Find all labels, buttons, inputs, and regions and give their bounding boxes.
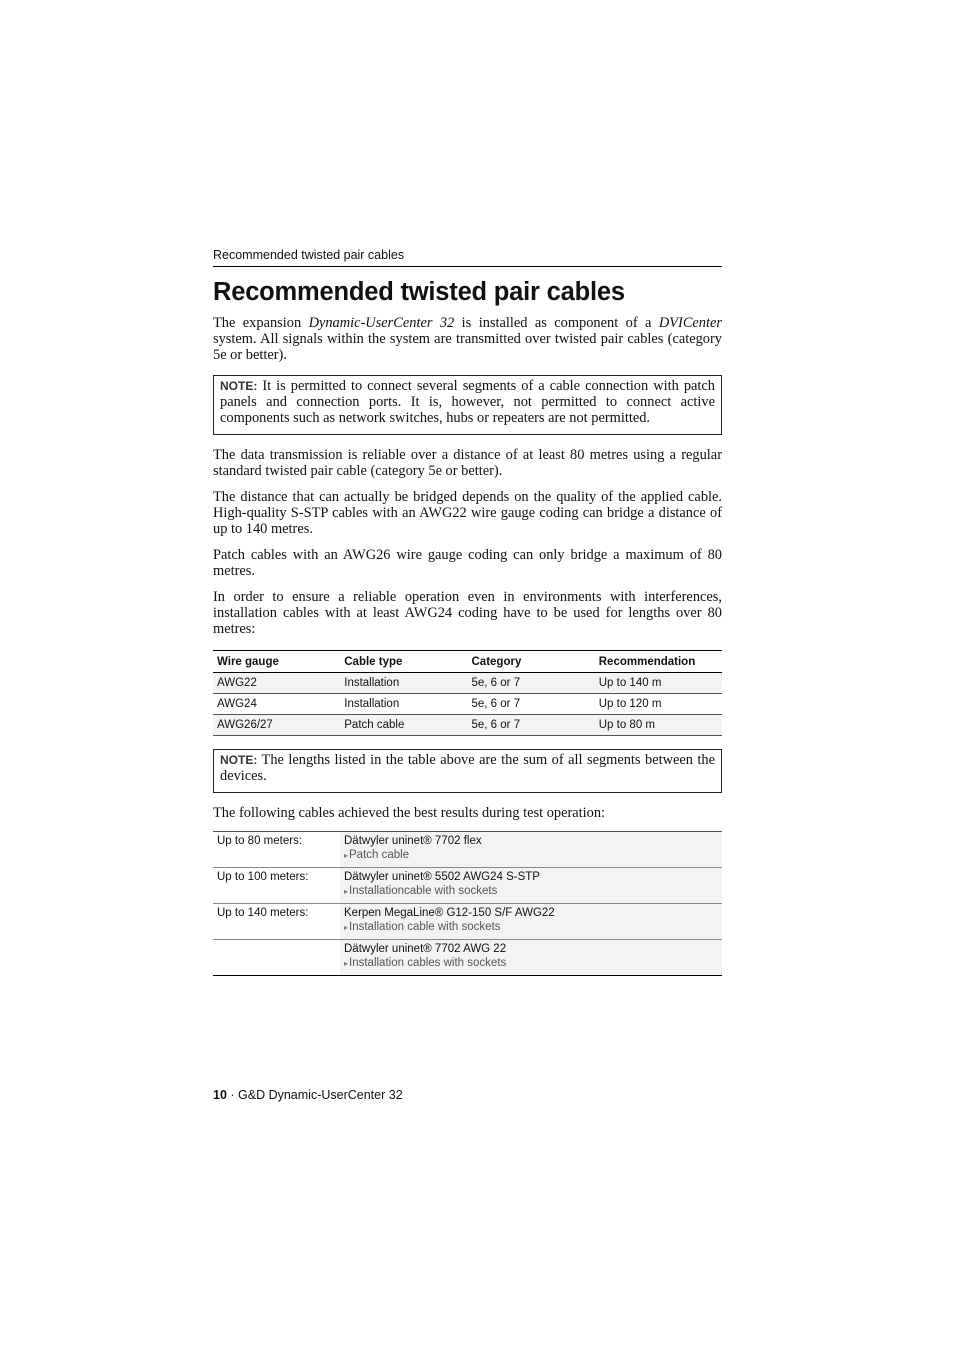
paragraph: The distance that can actually be bridged depends on the quality of the applied cable. High-quality S-STP cables with an AWG22 wire gauge coding can bridge a distance of up to 140 metres. xyxy=(213,489,722,537)
table-row xyxy=(213,673,722,694)
cable-description: ▸ Patch cable xyxy=(344,848,718,863)
cable-description: ▸ Installation cable with sockets xyxy=(344,920,718,935)
table-row xyxy=(213,940,722,976)
product-name: Dynamic-UserCenter 32 xyxy=(308,315,455,331)
table-cell: Installation xyxy=(340,673,467,694)
table-cell: AWG26/27 xyxy=(213,715,340,736)
column-header: Wire gauge xyxy=(213,651,340,673)
column-header: Recommendation xyxy=(595,651,722,673)
table-row xyxy=(213,904,722,940)
table-row xyxy=(213,694,722,715)
table-cell: 5e, 6 or 7 xyxy=(468,673,595,694)
distance-range: Up to 140 meters: xyxy=(213,904,340,940)
page-footer xyxy=(213,1088,403,1102)
note-box-2 xyxy=(213,749,722,793)
cable-entry xyxy=(340,868,722,904)
cable-name: Dätwyler uninet® 5502 AWG24 S-STP xyxy=(344,871,540,883)
running-header: Recommended twisted pair cables xyxy=(213,248,722,267)
tested-cables-table xyxy=(213,831,722,976)
note-text: It is permitted to connect several segments of a cable connection with patch panels and connection ports. It is, however, not permitted to connect active components such as network switches, hubs or repeaters are not permitted. xyxy=(220,378,715,426)
note-box-1 xyxy=(213,375,722,435)
cable-name: Dätwyler uninet® 7702 AWG 22 xyxy=(344,943,507,955)
cable-entry xyxy=(340,904,722,940)
table-cell: AWG24 xyxy=(213,694,340,715)
page-title: Recommended twisted pair cables xyxy=(213,278,625,306)
intro-text-3: system. All signals within the system are transmitted over twisted pair cables (category 5e or better). xyxy=(213,331,722,363)
table-cell: Installation xyxy=(340,694,467,715)
note-label: NOTE: xyxy=(220,753,258,767)
results-intro: The following cables achieved the best results during test operation: xyxy=(213,805,606,821)
table-cell: 5e, 6 or 7 xyxy=(468,694,595,715)
table-cell: 5e, 6 or 7 xyxy=(468,715,595,736)
wire-gauge-table xyxy=(213,650,722,736)
table-row xyxy=(213,868,722,904)
table-cell: Patch cable xyxy=(340,715,467,736)
column-header: Cable type xyxy=(340,651,467,673)
table-row xyxy=(213,832,722,868)
system-name: DVICenter xyxy=(658,315,722,331)
footer-separator: · xyxy=(226,1088,239,1102)
cable-entry xyxy=(340,940,722,976)
cable-description: ▸ Installation cables with sockets xyxy=(344,956,718,971)
note-text: The lengths listed in the table above are the sum of all segments between the devices. xyxy=(220,752,715,784)
table-header-row xyxy=(213,651,722,673)
column-header: Category xyxy=(468,651,595,673)
table-cell: AWG22 xyxy=(213,673,340,694)
table-cell: Up to 140 m xyxy=(595,673,722,694)
table-row xyxy=(213,715,722,736)
content xyxy=(213,315,722,976)
paragraph: In order to ensure a reliable operation even in environments with interferences, installation cables with at least AWG24 coding have to be used for lengths over 80 metres: xyxy=(213,589,722,637)
intro-paragraph xyxy=(213,315,722,363)
note-label: NOTE: xyxy=(220,379,258,393)
distance-range: Up to 100 meters: xyxy=(213,868,340,904)
table-cell: Up to 120 m xyxy=(595,694,722,715)
intro-text-1: The expansion xyxy=(213,315,309,331)
distance-range xyxy=(213,940,340,976)
cable-description: ▸ Installationcable with sockets xyxy=(344,884,718,899)
intro-text-2: is installed as component of a xyxy=(454,315,659,331)
paragraph: The data transmission is reliable over a distance of at least 80 metres using a regular standard twisted pair cable (category 5e or better). xyxy=(213,447,722,479)
cable-name: Kerpen MegaLine® G12-150 S/F AWG22 xyxy=(344,907,555,919)
page-number: 10 xyxy=(213,1088,227,1102)
cable-entry xyxy=(340,832,722,868)
paragraph: Patch cables with an AWG26 wire gauge coding can only bridge a maximum of 80 metres. xyxy=(213,547,722,579)
table-cell: Up to 80 m xyxy=(595,715,722,736)
distance-range: Up to 80 meters: xyxy=(213,832,340,868)
cable-name: Dätwyler uninet® 7702 flex xyxy=(344,835,482,847)
footer-product: G&D Dynamic-UserCenter 32 xyxy=(238,1088,403,1102)
